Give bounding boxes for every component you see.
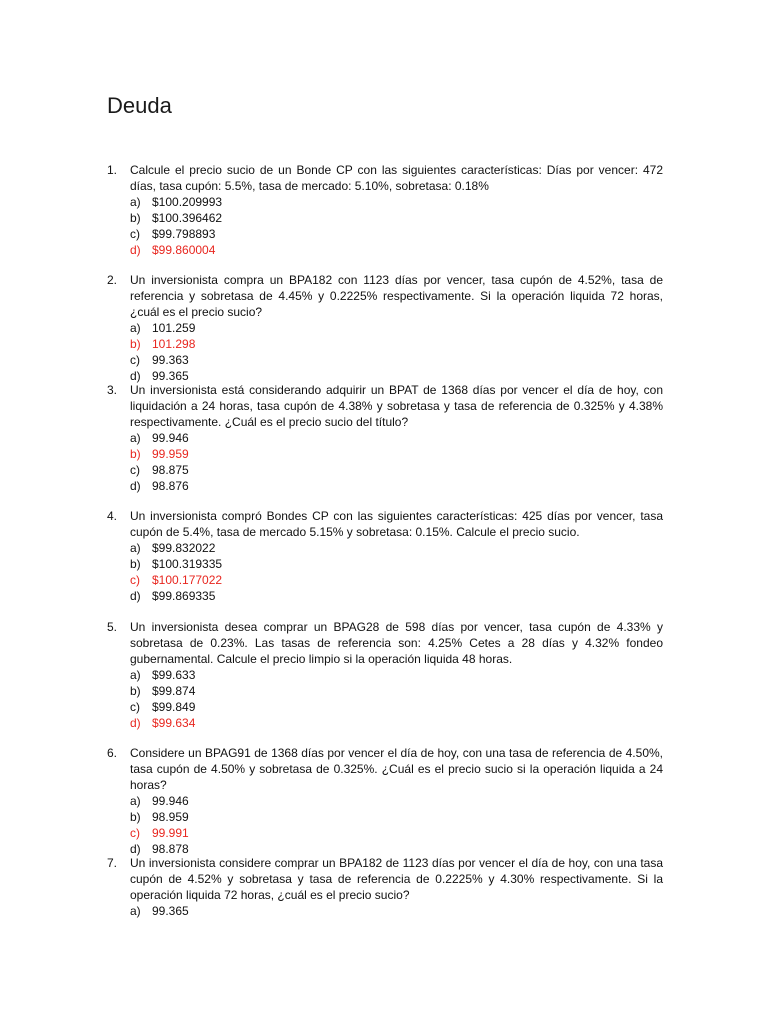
answer-option (107, 462, 663, 478)
question-7 (107, 855, 663, 919)
option-value: $99.798893 (152, 227, 216, 241)
question-number: 3. (107, 383, 118, 397)
answer-option (107, 556, 663, 572)
option-value: $100.396462 (152, 211, 223, 225)
question-2 (107, 272, 663, 384)
option-value: $99.849 (152, 700, 196, 714)
correct-answer-option (107, 715, 663, 731)
option-list (107, 430, 663, 494)
question-number: 6. (107, 746, 118, 760)
option-value: 99.365 (152, 369, 189, 383)
option-letter: b) (130, 337, 141, 351)
question-text: Considere un BPAG91 de 1368 días por vencer el día de hoy, con una tasa de referencia de 4.50%, tasa cupón de 4.50% y sobretasa de 0.325%. ¿Cuál es el precio sucio si la operación liquida a 24 horas? (130, 746, 663, 792)
option-value: $100.209993 (152, 195, 223, 209)
question-5 (107, 619, 663, 731)
option-letter: a) (130, 321, 141, 335)
answer-option (107, 430, 663, 446)
question-number: 5. (107, 620, 118, 634)
question-text: Un inversionista considere comprar un BPA182 de 1123 días por vencer el día de hoy, con una tasa cupón de 4.52% y sobretasa y tasa de referencia de 0.2225% y 4.30% respectivamente. Si la operación liquida 72 horas, ¿cuál es el precio sucio? (130, 856, 663, 902)
option-letter: b) (130, 684, 141, 698)
answer-option (107, 226, 663, 242)
option-value: 99.365 (152, 904, 189, 918)
option-value: $99.874 (152, 684, 196, 698)
option-value: 99.959 (152, 447, 189, 461)
option-list (107, 540, 663, 604)
option-letter: a) (130, 904, 141, 918)
question-row (107, 272, 663, 320)
option-letter: d) (130, 842, 141, 856)
option-list (107, 903, 663, 919)
option-value: $99.633 (152, 668, 196, 682)
question-number: 1. (107, 163, 118, 177)
correct-answer-option (107, 446, 663, 462)
option-value: 99.946 (152, 431, 189, 445)
option-value: 98.878 (152, 842, 189, 856)
option-letter: d) (130, 589, 141, 603)
option-value: 99.991 (152, 826, 189, 840)
option-letter: b) (130, 211, 141, 225)
correct-answer-option (107, 242, 663, 258)
option-letter: a) (130, 794, 141, 808)
question-number: 4. (107, 509, 118, 523)
answer-option (107, 210, 663, 226)
question-text: Un inversionista desea comprar un BPAG28 de 598 días por vencer, tasa cupón de 4.33% y sobretasa de 0.23%. Las tasas de referencia son: 4.25% Cetes a 28 días y 4.32% fondeo gubernamental. Calcule el precio limpio si la operación liquida 48 horas. (130, 620, 663, 666)
option-letter: b) (130, 447, 141, 461)
option-value: $99.860004 (152, 243, 216, 257)
option-letter: c) (130, 353, 140, 367)
question-1 (107, 162, 663, 258)
question-text: Un inversionista está considerando adquirir un BPAT de 1368 días por vencer el día de hoy, con liquidación a 24 horas, tasa cupón de 4.38% y sobretasa y tasa de referencia de 0.325% y 4.38% respectivamente. ¿Cuál es el precio sucio del título? (130, 383, 663, 429)
option-value: 98.875 (152, 463, 189, 477)
correct-answer-option (107, 572, 663, 588)
option-letter: d) (130, 243, 141, 257)
option-value: $99.832022 (152, 541, 216, 555)
answer-option (107, 194, 663, 210)
option-value: 101.259 (152, 321, 196, 335)
option-value: 98.876 (152, 479, 189, 493)
option-letter: c) (130, 463, 140, 477)
option-value: 99.363 (152, 353, 189, 367)
option-letter: a) (130, 195, 141, 209)
option-value: $100.177022 (152, 573, 223, 587)
correct-answer-option (107, 825, 663, 841)
question-text: Un inversionista compra un BPA182 con 1123 días por vencer, tasa cupón de 4.52%, tasa de referencia y sobretasa de 4.45% y 0.2225% respectivamente. Si la operación liquida 72 horas, ¿cuál es el precio sucio? (130, 273, 663, 319)
question-row (107, 382, 663, 430)
option-value: $99.634 (152, 716, 196, 730)
question-row (107, 745, 663, 793)
answer-option (107, 588, 663, 604)
option-letter: c) (130, 227, 140, 241)
question-number: 2. (107, 273, 118, 287)
answer-option (107, 699, 663, 715)
option-letter: c) (130, 826, 140, 840)
answer-option (107, 903, 663, 919)
answer-option (107, 540, 663, 556)
answer-option (107, 667, 663, 683)
option-letter: a) (130, 668, 141, 682)
option-value: $99.869335 (152, 589, 216, 603)
option-letter: a) (130, 541, 141, 555)
question-row (107, 162, 663, 194)
question-row (107, 508, 663, 540)
option-letter: a) (130, 431, 141, 445)
option-value: 99.946 (152, 794, 189, 808)
option-list (107, 793, 663, 857)
answer-option (107, 809, 663, 825)
option-letter: d) (130, 479, 141, 493)
answer-option (107, 320, 663, 336)
option-letter: b) (130, 810, 141, 824)
option-list (107, 667, 663, 731)
option-value: 101.298 (152, 337, 196, 351)
question-number: 7. (107, 856, 118, 870)
question-text: Calcule el precio sucio de un Bonde CP con las siguientes características: Días por vencer: 472 días, tasa cupón: 5.5%, tasa de mercado: 5.10%, sobretasa: 0.18% (130, 163, 663, 193)
correct-answer-option (107, 336, 663, 352)
option-letter: c) (130, 700, 140, 714)
answer-option (107, 793, 663, 809)
question-row (107, 855, 663, 903)
option-letter: d) (130, 369, 141, 383)
option-value: $100.319335 (152, 557, 223, 571)
option-letter: c) (130, 573, 140, 587)
answer-option (107, 683, 663, 699)
option-value: 98.959 (152, 810, 189, 824)
question-3 (107, 382, 663, 494)
option-letter: d) (130, 716, 141, 730)
option-list (107, 194, 663, 258)
question-row (107, 619, 663, 667)
question-6 (107, 745, 663, 857)
option-list (107, 320, 663, 384)
document-title: Deuda (107, 93, 172, 118)
answer-option (107, 478, 663, 494)
question-text: Un inversionista compró Bondes CP con las siguientes características: 425 días por vencer, tasa cupón de 5.4%, tasa de mercado 5.15% y sobretasa: 0.15%. Calcule el precio sucio. (130, 509, 663, 539)
answer-option (107, 352, 663, 368)
option-letter: b) (130, 557, 141, 571)
question-4 (107, 508, 663, 604)
